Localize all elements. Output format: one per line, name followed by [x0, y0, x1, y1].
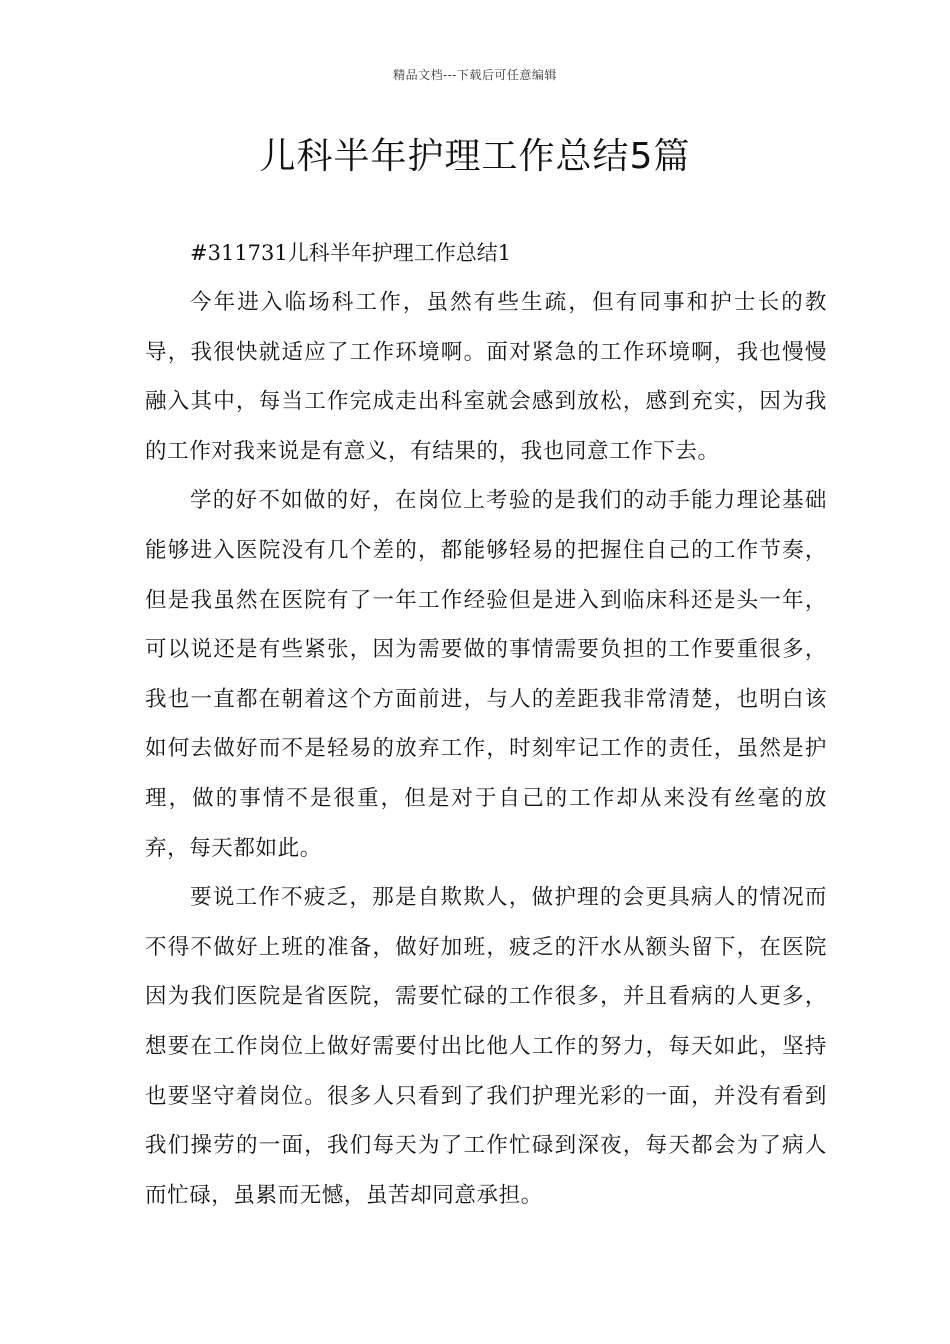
paragraph-2: 学的好不如做的好，在岗位上考验的是我们的动手能力理论基础能够进入医院没有几个差的，都能够轻易的把握住自己的工作节奏，但是我虽然在医院有了一年工作经验但是进入到临床科还是头一年，可以说还是有些紧张，因为需要做的事情需要负担的工作要重很多，我也一直都在朝着这个方面前进，与人的差距我非常清楚，也明白该如何去做好而不是轻易的放弃工作，时刻牢记工作的责任，虽然是护理，做的事情不是很重，但是对于自己的工作却从来没有丝毫的放弃，每天都如此。: [145, 488, 827, 861]
section-heading: #311731儿科半年护理工作总结1: [190, 241, 512, 265]
document-body: [145, 228, 827, 1220]
paragraph-3: 要说工作不疲乏，那是自欺欺人，做护理的会更具病人的情况而不得不做好上班的准备，做好加班，疲乏的汗水从额头留下，在医院因为我们医院是省医院，需要忙碌的工作很多，并且看病的人更多，想要在工作岗位上做好需要付出比他人工作的努力，每天如此，坚持也要坚守着岗位。很多人只看到了我们护理光彩的一面，并没有看到我们操劳的一面，我们每天为了工作忙碌到深夜，每天都会为了病人而忙碌，虽累而无憾，虽苦却同意承担。: [145, 885, 827, 1208]
header-note: 精品文档---下载后可任意编辑: [393, 68, 557, 82]
document-title: 儿科半年护理工作总结5篇: [259, 136, 691, 177]
paragraph-1: 今年进入临场科工作，虽然有些生疏，但有同事和护士长的教导，我很快就适应了工作环境啊。面对紧急的工作环境啊，我也慢慢融入其中，每当工作完成走出科室就会感到放松，感到充实，因为我的工作对我来说是有意义，有结果的，我也同意工作下去。: [145, 290, 827, 464]
